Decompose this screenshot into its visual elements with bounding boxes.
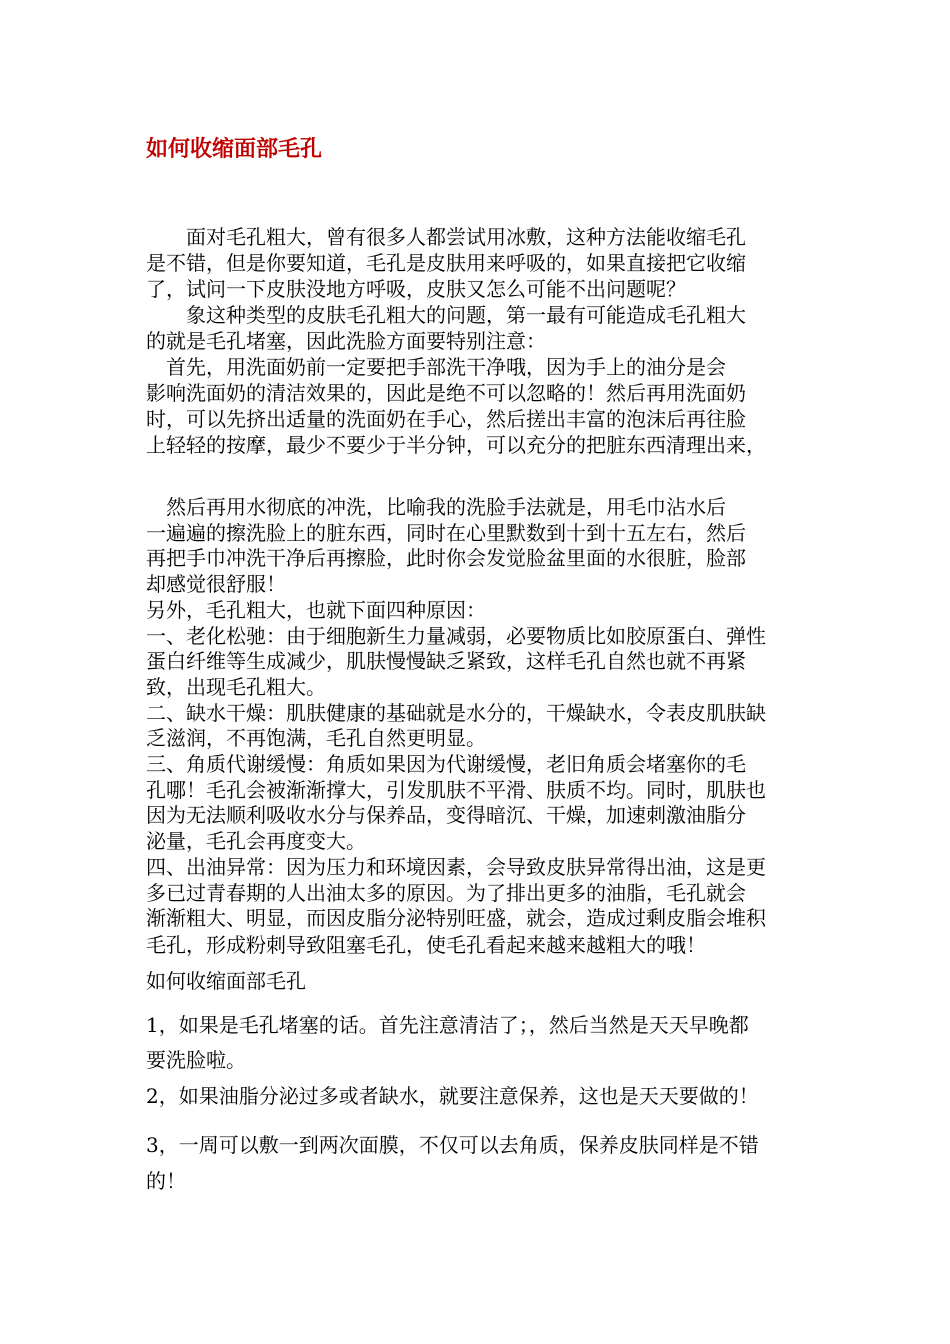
text-line: 乏滋润，不再饱满，毛孔自然更明显。: [146, 726, 486, 751]
paragraph-block-causes: [146, 495, 814, 932]
text-line: 象这种类型的皮肤毛孔粗大的问题，第一最有可能造成毛孔粗大: [146, 303, 746, 327]
tip-line: 1，如果是毛孔堵塞的话。首先注意清洁了；，然后当然是天天早晚都: [146, 1013, 749, 1037]
text-line: 影响洗面奶的清洁效果的，因此是绝不可以忽略的！然后再用洗面奶: [146, 381, 746, 405]
text-line: 的就是毛孔堵塞，因此洗脸方面要特别注意：: [146, 329, 546, 353]
text-line: 二、缺水干燥：肌肤健康的基础就是水分的，干燥缺水，令表皮肌肤缺: [146, 700, 766, 725]
paragraph-block-intro: [146, 224, 814, 458]
tip-line: 3，一周可以敷一到两次面膜，不仅可以去角质，保养皮肤同样是不错: [146, 1133, 759, 1157]
section-subtitle: 如何收缩面部毛孔: [146, 969, 306, 993]
text-line: 因为无法顺利吸收水分与保养品，变得暗沉、干燥，加速刺激油脂分: [146, 803, 746, 828]
text-line: 毛孔，形成粉刺导致阻塞毛孔，使毛孔看起来越来越粗大的哦！: [146, 933, 706, 957]
tip-line: 的！: [146, 1169, 186, 1193]
text-line: 是不错，但是你要知道，毛孔是皮肤用来呼吸的，如果直接把它收缩: [146, 251, 746, 275]
text-line: 再把手巾冲洗干净后再擦脸，此时你会发觉脸盆里面的水很脏，脸部: [146, 546, 746, 571]
text-line: 三、角质代谢缓慢：角质如果因为代谢缓慢，老旧角质会堵塞你的毛: [146, 752, 746, 777]
text-line: 了，试问一下皮肤没地方呼吸，皮肤又怎么可能不出问题呢？: [146, 277, 686, 301]
text-line: 泌量，毛孔会再度变大。: [146, 829, 366, 854]
tip-line: 2，如果油脂分泌过多或者缺水，就要注意保养，这也是天天要做的！: [146, 1084, 759, 1108]
text-line: 多已过青春期的人出油太多的原因。为了排出更多的油脂，毛孔就会: [146, 880, 746, 905]
tip-line: 要洗脸啦。: [146, 1048, 246, 1072]
text-line: 另外，毛孔粗大，也就下面四种原因：: [146, 597, 486, 622]
text-line: 上轻轻的按摩，最少不要少于半分钟，可以充分的把脏东西清理出来，: [146, 433, 766, 457]
document-title: 如何收缩面部毛孔: [146, 137, 323, 162]
text-line: 面对毛孔粗大，曾有很多人都尝试用冰敷，这种方法能收缩毛孔: [146, 225, 746, 249]
text-line: 孔哪！毛孔会被渐渐撑大，引发肌肤不平滑、肤质不均。同时，肌肤也: [146, 777, 766, 802]
text-line: 蛋白纤维等生成减少，肌肤慢慢缺乏紧致，这样毛孔自然也就不再紧: [146, 649, 746, 674]
text-line: 渐渐粗大、明显，而因皮脂分泌特别旺盛，就会，造成过剩皮脂会堆积: [146, 906, 766, 931]
text-line: 首先，用洗面奶前一定要把手部洗干净哦，因为手上的油分是会: [146, 355, 726, 379]
text-line: 四、出油异常：因为压力和环境因素，会导致皮肤异常得出油，这是更: [146, 854, 766, 879]
text-line: 然后再用水彻底的冲洗，比喻我的洗脸手法就是，用毛巾沾水后: [146, 495, 726, 519]
text-line: 却感觉很舒服！: [146, 572, 286, 597]
text-line: 一遍遍的擦洗脸上的脏东西，同时在心里默数到十到十五左右，然后: [146, 520, 746, 545]
text-line: 时，可以先挤出适量的洗面奶在手心，然后搓出丰富的泡沫后再往脸: [146, 407, 746, 431]
text-line: 致，出现毛孔粗大。: [146, 674, 326, 699]
text-line: 一、老化松驰：由于细胞新生力量减弱，必要物质比如胶原蛋白、弹性: [146, 623, 766, 648]
